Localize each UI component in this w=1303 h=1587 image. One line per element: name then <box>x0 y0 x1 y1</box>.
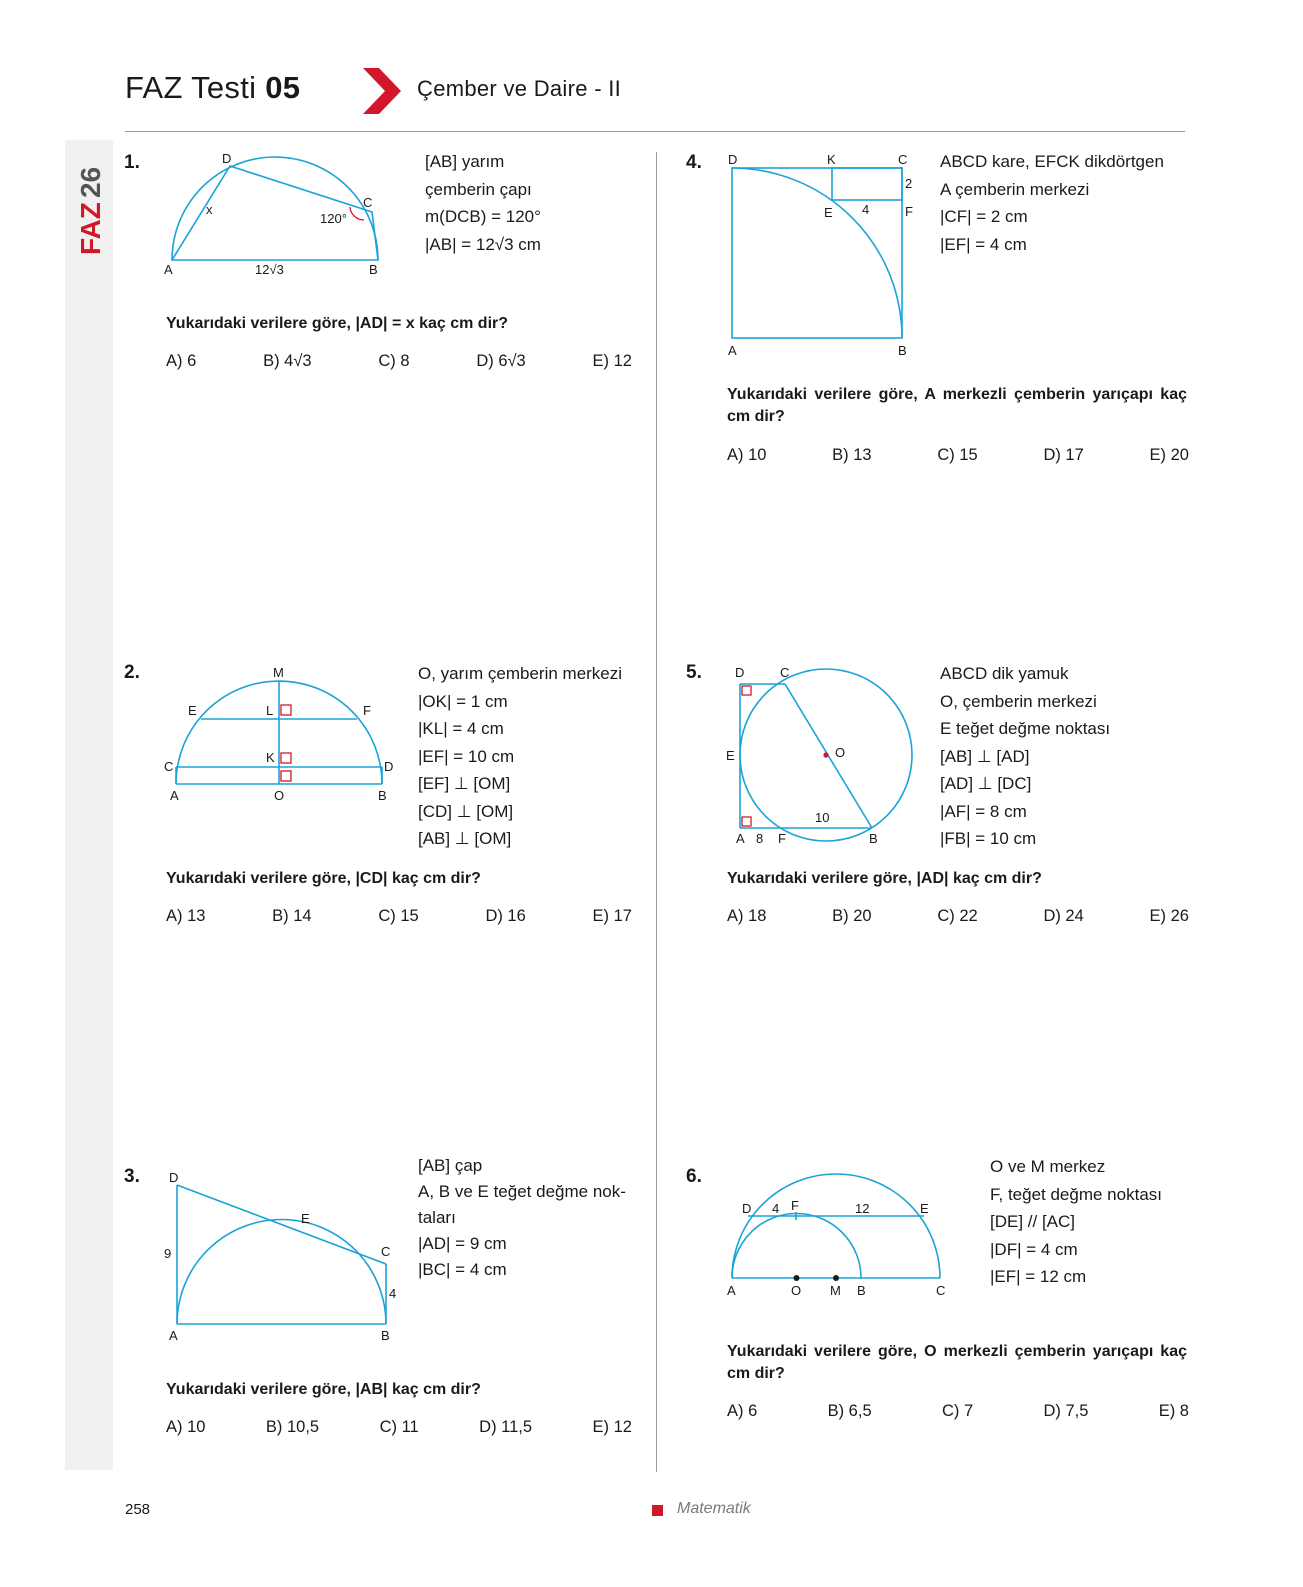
given-line: O ve M merkez <box>990 1157 1106 1176</box>
choice-b[interactable]: B) 20 <box>832 907 872 925</box>
given-line: |BC| = 4 cm <box>418 1260 507 1279</box>
given-line: |FB| = 10 cm <box>940 829 1037 848</box>
footer-subject: Matematik <box>677 1500 751 1517</box>
fig-label: 120° <box>320 211 347 226</box>
question-2-figure <box>160 660 400 805</box>
fig-label: E <box>188 703 197 718</box>
given-list <box>940 148 1164 258</box>
given-line: |EF| = 12 cm <box>990 1267 1087 1286</box>
given-list <box>940 660 1110 853</box>
fig-label: 12√3 <box>255 262 284 277</box>
choice-c[interactable]: C) 11 <box>379 1418 419 1436</box>
given-list <box>418 660 622 853</box>
fig-label: A <box>169 1328 178 1340</box>
given-line: F, teğet değme noktası <box>990 1184 1162 1204</box>
given-line: |DF| = 4 cm <box>990 1239 1078 1259</box>
choice-b[interactable]: B) 6,5 <box>827 1402 872 1420</box>
given-line: ABCD dik yamuk <box>940 664 1069 683</box>
fig-label: M <box>273 665 284 680</box>
given-list <box>990 1153 1162 1291</box>
question-text: Yukarıdaki verilere göre, |AD| = x kaç cm dir? <box>166 315 509 332</box>
side-brand: FAZ <box>75 202 106 255</box>
choice-d[interactable]: D) 11,5 <box>479 1418 533 1436</box>
given-line: [AB] ⊥ [OM] <box>418 829 512 848</box>
choice-a[interactable]: A) 18 <box>727 907 767 925</box>
choice-e[interactable]: E) 12 <box>592 352 632 370</box>
answer-choices <box>166 1418 632 1437</box>
choice-a[interactable]: A) 10 <box>166 1418 206 1436</box>
fig-label: A <box>164 262 173 277</box>
fig-label: F <box>905 204 913 219</box>
answer-choices <box>727 907 1189 926</box>
fig-label: B <box>869 831 878 846</box>
choice-d[interactable]: D) 6√3 <box>476 352 526 370</box>
choice-e[interactable]: E) 26 <box>1149 907 1189 925</box>
fig-label: E <box>920 1201 929 1216</box>
fig-label: M <box>830 1283 841 1298</box>
given-line: |CF| = 2 cm <box>940 207 1028 226</box>
side-band <box>65 140 113 1470</box>
question-number: 5. <box>686 662 702 683</box>
fig-label: B <box>378 788 387 803</box>
given-line: A çemberin merkezi <box>940 179 1090 199</box>
choice-d[interactable]: D) 17 <box>1043 446 1084 464</box>
choice-c[interactable]: C) 22 <box>937 907 978 925</box>
given-line: A, B ve E teğet değme nok- <box>418 1182 626 1201</box>
fig-label: D <box>728 152 738 167</box>
question-number: 3. <box>124 1166 140 1187</box>
fig-label: B <box>381 1328 390 1340</box>
fig-label: F <box>778 831 786 846</box>
fig-label: D <box>735 665 745 680</box>
question-text: Yukarıdaki verilere göre, O merkezli çemberin yarıçapı kaç cm dir? <box>727 1343 1187 1382</box>
question-1-figure <box>160 150 400 285</box>
fig-label: A <box>736 831 745 846</box>
choice-e[interactable]: E) 8 <box>1158 1402 1189 1420</box>
choice-a[interactable]: A) 10 <box>727 446 767 464</box>
given-line: [CD] ⊥ [OM] <box>418 801 514 821</box>
given-line: |EF| = 10 cm <box>418 746 515 766</box>
choice-a[interactable]: A) 13 <box>166 907 206 925</box>
fig-label: O <box>274 788 285 803</box>
fig-label: 4 <box>772 1201 780 1216</box>
fig-label: B <box>857 1283 866 1298</box>
chevron-right-icon <box>363 68 403 114</box>
answer-choices <box>166 907 632 926</box>
question-number: 6. <box>686 1166 702 1187</box>
fig-label: O <box>835 745 846 760</box>
question-number: 2. <box>124 662 140 683</box>
faz-logo <box>68 150 108 260</box>
title-prefix: FAZ Testi <box>125 70 257 105</box>
fig-label: K <box>827 152 836 167</box>
fig-label: 4 <box>389 1286 397 1301</box>
given-line: çemberin çapı <box>425 179 532 199</box>
given-line: taları <box>418 1208 456 1227</box>
choice-d[interactable]: D) 7,5 <box>1043 1402 1089 1420</box>
given-line: |AD| = 9 cm <box>418 1234 507 1253</box>
choice-e[interactable]: E) 12 <box>592 1418 632 1436</box>
header-divider <box>125 131 1185 132</box>
choice-e[interactable]: E) 17 <box>592 907 632 925</box>
answer-choices <box>166 352 632 371</box>
choice-d[interactable]: D) 24 <box>1043 907 1084 925</box>
fig-label: 2 <box>905 176 913 191</box>
given-line: [EF] ⊥ [OM] <box>418 774 511 793</box>
choice-c[interactable]: C) 15 <box>378 907 419 925</box>
question-text: Yukarıdaki verilere göre, |AD| kaç cm dir? <box>727 870 1042 887</box>
fig-label: C <box>363 195 373 210</box>
fig-label: x <box>206 202 213 217</box>
question-number: 4. <box>686 152 702 173</box>
choice-c[interactable]: C) 15 <box>937 446 978 464</box>
page-subtitle: Çember ve Daire - II <box>417 76 622 101</box>
fig-label: C <box>936 1283 946 1298</box>
page-title <box>125 70 300 106</box>
side-number: 26 <box>75 166 106 198</box>
fig-label: O <box>791 1283 802 1298</box>
choice-a[interactable]: A) 6 <box>166 352 197 370</box>
question-text: Yukarıdaki verilere göre, A merkezli çemberin yarıçapı kaç cm dir? <box>727 386 1187 425</box>
fig-label: 10 <box>815 810 830 825</box>
fig-label: E <box>726 748 735 763</box>
fig-label: B <box>898 343 907 358</box>
question-5-figure <box>720 660 920 850</box>
fig-label: B <box>369 262 378 277</box>
choice-e[interactable]: E) 20 <box>1149 446 1189 464</box>
question-text: Yukarıdaki verilere göre, |AB| kaç cm dir? <box>166 1381 481 1398</box>
given-line: [AB] ⊥ [AD] <box>940 746 1030 766</box>
question-number: 1. <box>124 152 140 173</box>
question-text: Yukarıdaki verilere göre, |CD| kaç cm dir? <box>166 870 481 887</box>
choice-b[interactable]: B) 14 <box>272 907 312 925</box>
fig-label: 12 <box>855 1201 870 1216</box>
choice-b[interactable]: B) 10,5 <box>265 1418 320 1436</box>
given-line: |AB| = 12√3 cm <box>425 234 541 254</box>
fig-label: A <box>727 1283 736 1298</box>
answer-choices <box>727 446 1189 465</box>
side-tab <box>68 150 108 260</box>
given-line: |EF| = 4 cm <box>940 234 1027 254</box>
given-line: |AF| = 8 cm <box>940 801 1027 821</box>
given-line: |OK| = 1 cm <box>418 691 508 711</box>
question-3-figure <box>160 1160 400 1340</box>
choice-a[interactable]: A) 6 <box>727 1402 758 1420</box>
fig-label: C <box>164 759 174 774</box>
question-4-figure <box>720 150 930 360</box>
question-6-figure <box>720 1160 960 1300</box>
fig-label: A <box>170 788 179 803</box>
fig-label: D <box>742 1201 752 1216</box>
choice-c[interactable]: C) 7 <box>941 1402 974 1420</box>
choice-c[interactable]: C) 8 <box>378 352 410 370</box>
fig-label: C <box>780 665 790 680</box>
given-list <box>425 148 541 258</box>
fig-label: 9 <box>164 1246 172 1261</box>
given-line: ABCD kare, EFCK dikdörtgen <box>940 152 1164 171</box>
given-list <box>418 1153 626 1283</box>
given-line: [AD] ⊥ [DC] <box>940 774 1032 793</box>
fig-label: E <box>824 205 833 220</box>
column-divider <box>656 152 657 1472</box>
given-line: m(DCB) = 120° <box>425 207 541 226</box>
page-number: 258 <box>125 1501 151 1518</box>
fig-label: D <box>222 151 232 166</box>
fig-label: E <box>301 1211 310 1226</box>
fig-label: F <box>791 1198 799 1213</box>
choice-b[interactable]: B) 13 <box>832 446 872 464</box>
given-line: [AB] yarım <box>425 152 505 171</box>
fig-label: K <box>266 750 275 765</box>
fig-label: 8 <box>756 831 764 846</box>
fig-label: C <box>381 1244 391 1259</box>
fig-label: 4 <box>862 202 870 217</box>
fig-label: A <box>728 343 737 358</box>
given-line: E teğet değme noktası <box>940 719 1111 738</box>
choice-d[interactable]: D) 16 <box>485 907 526 925</box>
answer-choices <box>727 1402 1189 1421</box>
square-icon <box>652 1505 663 1516</box>
fig-label: D <box>384 759 394 774</box>
given-line: [DE] // [AC] <box>990 1212 1076 1231</box>
title-number: 05 <box>265 70 301 105</box>
given-line: O, yarım çemberin merkezi <box>418 664 623 683</box>
fig-label: L <box>266 703 274 718</box>
choice-b[interactable]: B) 4√3 <box>263 352 312 370</box>
given-line: [AB] çap <box>418 1156 483 1175</box>
given-line: O, çemberin merkezi <box>940 691 1097 711</box>
given-line: |KL| = 4 cm <box>418 719 504 738</box>
fig-label: F <box>363 703 371 718</box>
fig-label: C <box>898 152 908 167</box>
fig-label: D <box>169 1170 179 1185</box>
